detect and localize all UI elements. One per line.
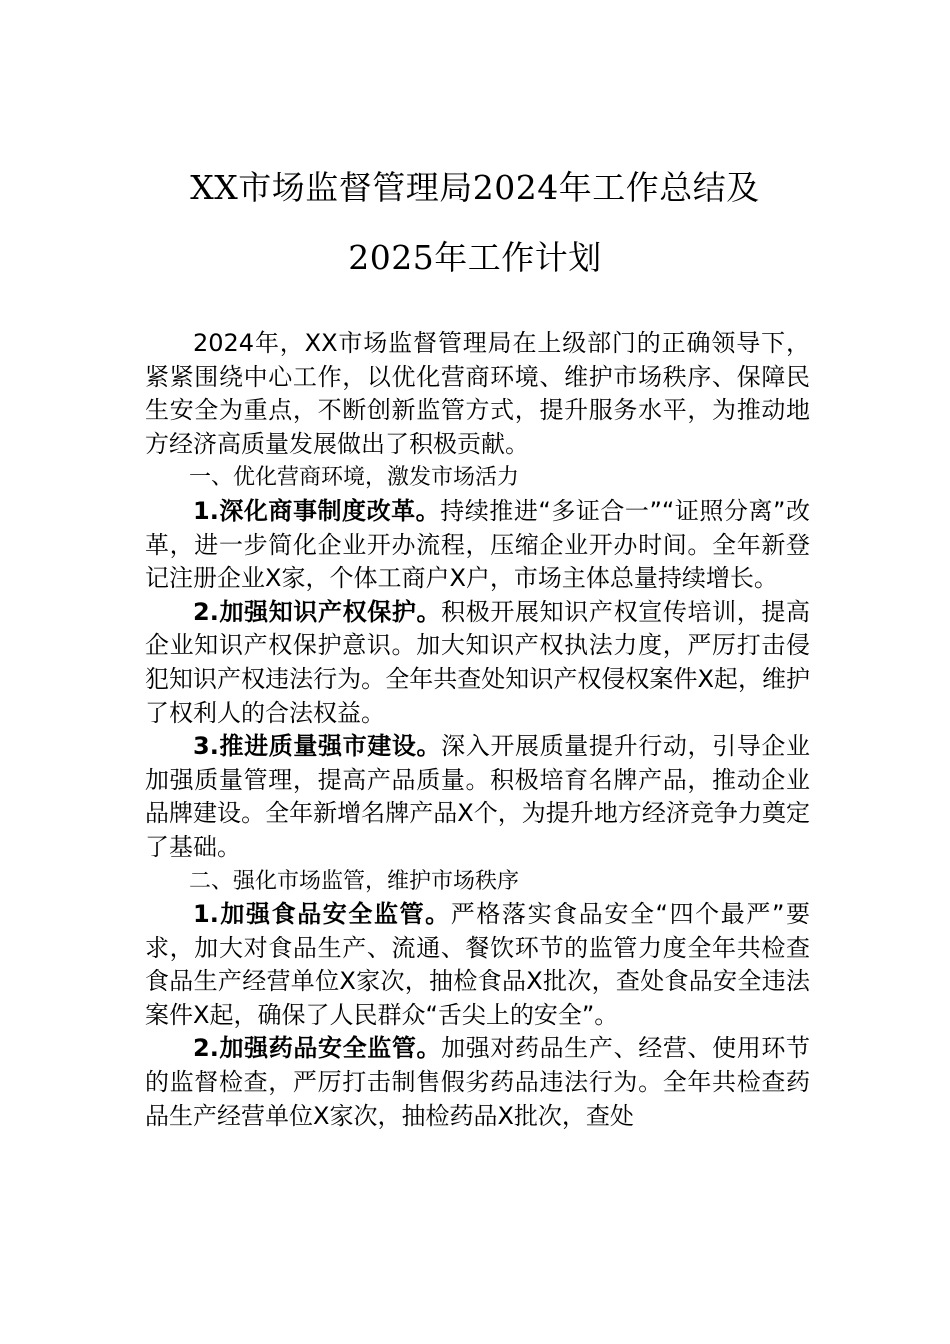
item-text: 加强对药品生产、经营、使用环节的监督检查，严厉打击制售假劣药品违法行为。全年共检查药品生产经营单位X家次，抽检药品X批次，查处 [145,1034,810,1130]
item-lead: 3.推进质量强市建设。 [193,732,442,761]
document-body [145,327,810,1133]
document-title-line-2: 2025年工作计划 [348,238,602,277]
section-2-item-2 [145,1032,810,1133]
item-lead: 1.加强食品安全监管。 [193,900,451,929]
document-title-line-1: XX市场监督管理局2024年工作总结及 [190,168,760,207]
intro-paragraph: 2024年，XX市场监督管理局在上级部门的正确领导下，紧紧围绕中心工作，以优化营商环境、维护市场秩序、保障民生安全为重点，不断创新监管方式，提升服务水平，为推动地方经济高质量发展做出了积极贡献。 [145,329,810,458]
section-1-heading: 一、优化营商环境，激发市场活力 [189,465,520,491]
section-1-item-1 [145,495,810,596]
item-text: 积极开展知识产权宣传培训，提高企业知识产权保护意识。加大知识产权执法力度，严厉打击侵犯知识产权违法行为。全年共查处知识产权侵权案件X起，维护了权利人的合法权益。 [145,597,810,727]
item-text: 深入开展质量提升行动，引导企业加强质量管理，提高产品质量。积极培育名牌产品，推动企业品牌建设。全年新增名牌产品X个，为提升地方经济竞争力奠定了基础。 [145,732,810,861]
item-text: 持续推进“多证合一”“证照分离”改革，进一步简化企业开办流程，压缩企业开办时间。全年新登记注册企业X家，个体工商户X户，市场主体总量持续增长。 [145,496,810,593]
item-lead: 2.加强药品安全监管。 [193,1034,442,1063]
section-2-heading: 二、强化市场监管，维护市场秩序 [189,868,520,894]
item-text: 严格落实食品安全“四个最严”要求，加大对食品生产、流通、餐饮环节的监管力度全年共检查食品生产经营单位X家次，抽检食品X批次，查处食品安全违法案件X起，确保了人民群众“舌尖上的安全”。 [145,900,810,1029]
item-lead: 1.深化商事制度改革。 [193,496,441,525]
section-2-item-1 [145,898,810,1032]
section-1-item-2 [145,596,810,730]
item-lead: 2.加强知识产权保护。 [193,597,442,626]
section-1-item-3 [145,730,810,864]
